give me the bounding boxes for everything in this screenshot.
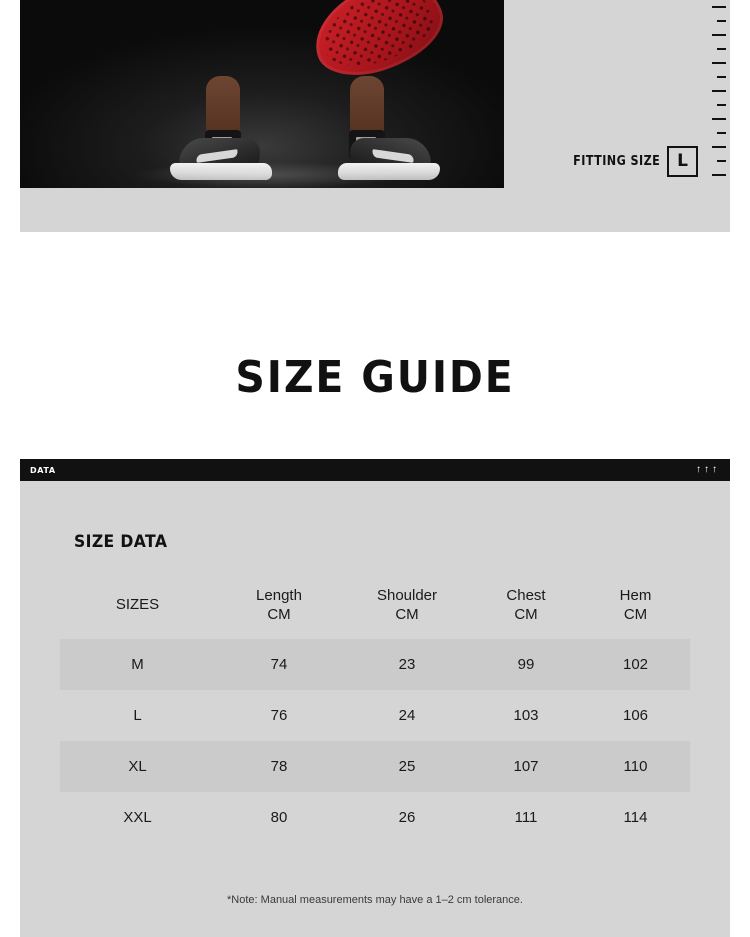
column-header-unit: CM	[623, 605, 648, 623]
table-row	[60, 741, 690, 792]
ruler-tick	[717, 76, 726, 78]
table-row	[60, 792, 690, 843]
size-data-panel	[20, 481, 730, 937]
cell-shoulder: 25	[398, 757, 416, 775]
cell-chest: 99	[517, 655, 535, 673]
fitting-size-value: L	[667, 146, 698, 177]
ruler-tick	[712, 62, 726, 64]
page-title: SIZE GUIDE	[235, 352, 515, 403]
column-header-name: Shoulder	[376, 587, 438, 604]
cell-shoulder: 26	[398, 808, 416, 826]
data-bar-label: DATA	[30, 465, 56, 475]
up-arrows-icon: ↑↑↑	[696, 464, 720, 475]
measurement-note: *Note: Manual measurements may have a 1–2 cm tolerance.	[227, 894, 523, 906]
cell-chest: 103	[513, 706, 539, 724]
column-header-unit: CM	[395, 605, 419, 623]
ruler-tick	[712, 118, 726, 120]
cell-size: L	[133, 706, 142, 724]
ruler-tick	[717, 132, 726, 134]
table-row	[60, 639, 690, 690]
ruler-tick	[712, 174, 726, 176]
cell-shoulder: 23	[398, 655, 416, 673]
column-header-sizes	[60, 581, 215, 639]
cell-hem: 114	[623, 808, 648, 826]
table-header-row	[60, 581, 690, 639]
column-header-name: Length	[256, 587, 302, 604]
column-header-name: Hem	[619, 587, 652, 604]
size-data-heading: SIZE DATA	[74, 532, 168, 552]
cell-size: XXL	[123, 808, 152, 826]
cell-chest: 107	[513, 757, 539, 775]
column-header-name: SIZES	[115, 596, 160, 614]
ruler-tick	[717, 20, 726, 22]
cell-length: 80	[270, 808, 288, 826]
cell-size: M	[131, 655, 144, 673]
ruler-tick	[717, 160, 726, 162]
floor-glow	[130, 162, 410, 188]
cell-hem: 110	[623, 757, 648, 775]
column-header-hem	[581, 581, 690, 639]
cell-hem: 106	[622, 706, 649, 724]
cell-chest: 111	[514, 808, 538, 826]
hero-photo	[20, 0, 504, 188]
cell-length: 78	[270, 757, 288, 775]
cell-length: 76	[270, 706, 288, 724]
column-header-name: Chest	[506, 587, 546, 604]
cell-hem: 102	[622, 655, 649, 673]
table-row	[60, 690, 690, 741]
cell-length: 74	[270, 655, 288, 673]
ruler-tick	[717, 104, 726, 106]
hero-banner	[20, 0, 730, 232]
column-header-unit: CM	[267, 605, 291, 623]
column-header-length	[215, 581, 343, 639]
cell-shoulder: 24	[398, 706, 416, 724]
racket-prop-image	[302, 0, 453, 88]
ruler-ticks	[708, 0, 730, 188]
ruler-tick	[717, 48, 726, 50]
fitting-size-label: FITTING SIZE	[572, 154, 660, 169]
ruler-tick	[712, 6, 726, 8]
ruler-tick	[712, 90, 726, 92]
cell-size: XL	[128, 757, 147, 775]
data-bar	[20, 459, 730, 481]
fitting-size-block	[559, 146, 698, 177]
column-header-chest	[471, 581, 581, 639]
ruler-tick	[712, 146, 726, 148]
size-table	[60, 581, 690, 843]
column-header-unit: CM	[514, 605, 538, 623]
column-header-shoulder	[343, 581, 471, 639]
ruler-tick	[712, 34, 726, 36]
